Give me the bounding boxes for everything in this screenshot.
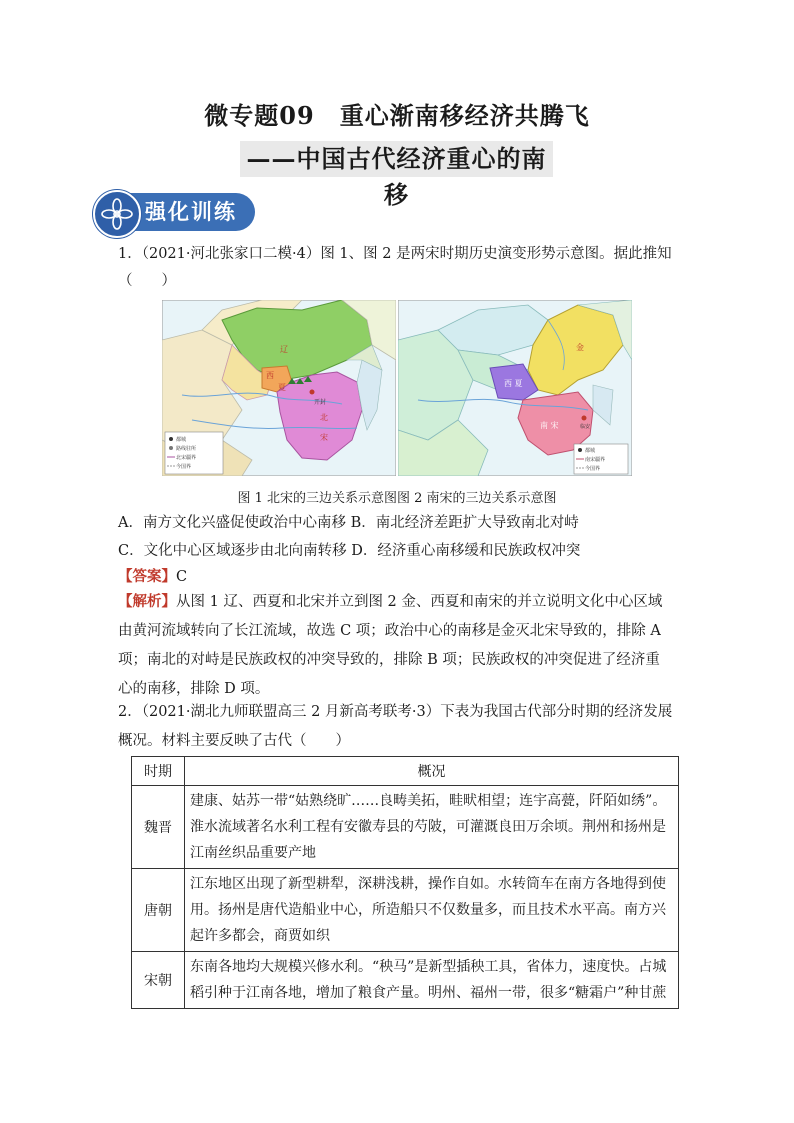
table-cell-text: 东南各地均大规模兴修水利。“秧马”是新型插秧工具，省体力，速度快。占城稻引种于江南各地，增加了粮食产量。明州、福州一带，很多“糖霜户”种甘蔗	[185, 952, 679, 1009]
table-cell-text: 建康、姑苏一带“姑熟绕旷……良畴美拓，畦畎相望；连宇高甍，阡陌如绣”。淮水流域著名水利工程有安徽寿县的芍陂，可灌溉良田万余顷。荆州和扬州是江南丝织品重要产地	[185, 786, 679, 869]
map1-label-liao: 辽	[280, 345, 288, 354]
table-cell-era: 魏晋	[132, 786, 185, 869]
q1-analysis	[118, 587, 673, 704]
svg-text:今国界: 今国界	[585, 466, 601, 472]
answer-value: C	[176, 569, 188, 585]
table-header-row	[132, 757, 679, 786]
q2-stem: 2．（2021·湖北九师联盟高三 2 月新高考联考·3）下表为我国古代部分时期的经济发展概况。材料主要反映了古代（ ）	[118, 704, 673, 749]
svg-text:路线驻所: 路线驻所	[176, 446, 197, 452]
section-banner	[93, 190, 258, 234]
table-cell-text: 江东地区出现了新型耕犁，深耕浅耕，操作自如。水转筒车在南方各地得到使用。扬州是唐代造船业中心，所造船只不仅数量多，而且技术水平高。南方兴起许多都会，商贾如织	[185, 869, 679, 952]
q1-answer	[118, 567, 187, 587]
table-row	[132, 869, 679, 952]
map2-label-song: 南 宋	[540, 421, 559, 430]
table-row	[132, 952, 679, 1009]
analysis-tag: 【解析】	[118, 593, 176, 610]
q1-options-ab: A．南方文化兴盛促使政治中心南移 B．南北经济差距扩大导致南北对峙	[118, 515, 579, 531]
analysis-text: 从图 1 辽、西夏和北宋并立到图 2 金、西夏和南宋的并立说明文化中心区域由黄河流域转向了长江流域，故选 C 项；政治中心的南移是金灭北宋导致的，排除 A 项；南北的对峙是民族政权的冲突导致的，排除 B 项；民族政权的冲突促进了经济重心的南移，排除 D 项。	[118, 594, 663, 697]
map2-label-linan: 临安	[580, 424, 591, 430]
map1-label-xixia-b: 夏	[278, 383, 286, 392]
map1-label-xixia-a: 西	[266, 371, 274, 380]
q1-stem-line2: （ ）	[118, 273, 176, 289]
table-cell-era: 宋朝	[132, 952, 185, 1009]
q1-options-cd: C．文化中心区域逐步由北向南转移 D．经济重心南移缓和民族政权冲突	[118, 543, 581, 559]
svg-text:北宋疆界: 北宋疆界	[176, 455, 197, 461]
map-northern-song	[162, 300, 396, 476]
answer-tag: 【答案】	[118, 568, 176, 585]
svg-text:都城: 都城	[585, 448, 596, 454]
map2-label-jin: 金	[576, 343, 584, 352]
economy-table	[131, 756, 679, 1009]
table-row	[132, 786, 679, 869]
map1-label-kaifeng: 开封	[314, 399, 327, 406]
map-southern-song	[398, 300, 632, 476]
table-header-overview: 概况	[185, 757, 679, 786]
page-title: 微专题09 重心渐南移经济共腾飞	[204, 101, 590, 130]
table-header-era: 时期	[132, 757, 185, 786]
flower-emblem-icon	[93, 190, 141, 238]
svg-text:南宋疆界: 南宋疆界	[585, 457, 606, 463]
map1-label-song: 宋	[320, 433, 328, 442]
banner-label: 强化训练	[145, 200, 237, 224]
figure-caption: 图 1 北宋的三边关系示意图图 2 南宋的三边关系示意图	[237, 491, 557, 506]
map2-label-xixia: 西 夏	[504, 379, 523, 388]
q1-stem-line1: 1．（2021·河北张家口二模·4）图 1、图 2 是两宋时期历史演变形势示意图。据此推知	[118, 246, 672, 262]
svg-text:都城: 都城	[176, 437, 187, 443]
table-cell-era: 唐朝	[132, 869, 185, 952]
svg-text:今国界: 今国界	[176, 464, 192, 470]
map1-label-bei: 北	[320, 413, 328, 422]
page-subtitle: ——中国古代经济重心的南移	[240, 141, 553, 177]
